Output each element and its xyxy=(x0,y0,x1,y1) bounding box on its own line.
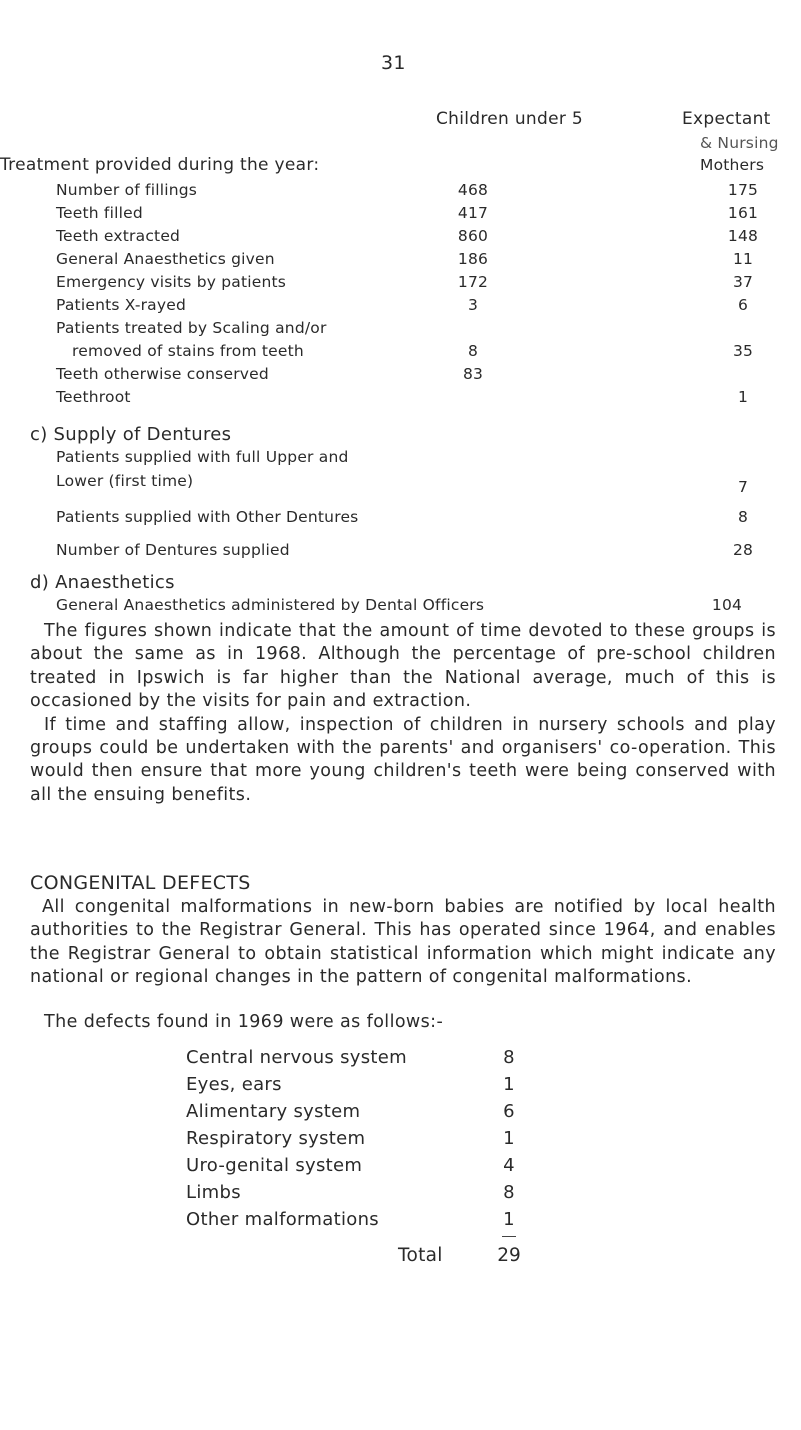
dentures-row1-line2: Lower (first time) xyxy=(56,472,194,490)
row-label: Emergency visits by patients xyxy=(56,273,287,291)
defect-value: 8 xyxy=(503,1182,515,1203)
row-label: Teethroot xyxy=(56,388,131,406)
row-label: Teeth otherwise conserved xyxy=(56,365,269,383)
dentures-heading: c) Supply of Dentures xyxy=(30,424,232,445)
row-mothers-value: 6 xyxy=(737,296,749,314)
dentures-row2-value: 8 xyxy=(737,508,749,526)
defect-value: 1 xyxy=(503,1128,515,1149)
row-children-value: 186 xyxy=(457,250,489,268)
total-label: Total xyxy=(398,1245,443,1266)
column-header-expectant-line1: Expectant xyxy=(682,109,771,129)
defect-value: 1 xyxy=(503,1209,515,1230)
row-children-value: 83 xyxy=(462,365,484,383)
row-children-value: 8 xyxy=(467,342,479,360)
row-mothers-value: 148 xyxy=(727,227,759,245)
row-mothers-value: 37 xyxy=(732,273,754,291)
defect-label: Central nervous system xyxy=(186,1047,407,1068)
anaesthetics-value: 104 xyxy=(711,596,743,614)
paragraph-figures: The figures shown indicate that the amount of time devoted to these groups is about the same as in 1968. Although the percentage of pre-school children treated in Ipswich is far higher than the National average, much of this is occasioned by the visits for pain and extraction. xyxy=(30,621,776,712)
defect-value: 6 xyxy=(503,1101,515,1122)
total-rule xyxy=(502,1236,516,1237)
defect-value: 1 xyxy=(503,1074,515,1095)
column-header-expectant-line3: Mothers xyxy=(700,156,765,174)
row-children-value: 468 xyxy=(457,181,489,199)
defect-label: Alimentary system xyxy=(186,1101,361,1122)
congenital-intro: The defects found in 1969 were as follows:- xyxy=(44,1012,444,1032)
dentures-row1-value: 7 xyxy=(737,478,749,496)
total-value: 29 xyxy=(497,1245,521,1266)
row-label: removed of stains from teeth xyxy=(72,342,304,360)
defect-label: Eyes, ears xyxy=(186,1074,282,1095)
paragraph-block xyxy=(30,620,776,807)
row-mothers-value: 1 xyxy=(737,388,749,406)
row-label: Patients X-rayed xyxy=(56,296,187,314)
anaesthetics-label: General Anaesthetics administered by Dental Officers xyxy=(56,596,485,614)
defect-label: Respiratory system xyxy=(186,1128,366,1149)
defect-label: Uro-genital system xyxy=(186,1155,363,1176)
congenital-paragraph-block xyxy=(30,896,776,990)
column-header-expectant-line2: & Nursing xyxy=(700,134,779,152)
defect-label: Other malformations xyxy=(186,1209,379,1230)
dentures-row3-value: 28 xyxy=(732,541,754,559)
row-mothers-value: 175 xyxy=(727,181,759,199)
row-children-value: 860 xyxy=(457,227,489,245)
defect-label: Limbs xyxy=(186,1182,241,1203)
column-header-children: Children under 5 xyxy=(436,109,583,129)
dentures-row2-label: Patients supplied with Other Dentures xyxy=(56,508,359,526)
row-label: General Anaesthetics given xyxy=(56,250,275,268)
row-mothers-value: 11 xyxy=(732,250,754,268)
congenital-heading: CONGENITAL DEFECTS xyxy=(30,872,251,894)
defect-value: 4 xyxy=(503,1155,515,1176)
row-label: Number of fillings xyxy=(56,181,198,199)
row-label: Teeth filled xyxy=(56,204,143,222)
defect-value: 8 xyxy=(503,1047,515,1068)
treatment-heading: Treatment provided during the year: xyxy=(0,155,320,175)
page-number: 31 xyxy=(381,52,406,74)
row-mothers-value: 35 xyxy=(732,342,754,360)
row-label: Patients treated by Scaling and/or xyxy=(56,319,327,337)
congenital-paragraph: All congenital malformations in new-born babies are notified by local health authorities to the Registrar General. This has operated since 1964, and enables the Registrar General to obtain statistical information which might indicate any national or regional changes in the pattern of congenital malformations. xyxy=(30,897,776,988)
dentures-row3-label: Number of Dentures supplied xyxy=(56,541,290,559)
row-children-value: 172 xyxy=(457,273,489,291)
row-mothers-value: 161 xyxy=(727,204,759,222)
anaesthetics-heading: d) Anaesthetics xyxy=(30,572,175,593)
dentures-row1-line1: Patients supplied with full Upper and xyxy=(56,448,349,466)
paragraph-inspection: If time and staffing allow, inspection of children in nursery schools and play groups could be undertaken with the parents' and organisers' co-operation. This would then ensure that more young children's teeth were being conserved with all the ensuing benefits. xyxy=(30,714,776,805)
row-children-value: 417 xyxy=(457,204,489,222)
row-children-value: 3 xyxy=(467,296,479,314)
row-label: Teeth extracted xyxy=(56,227,181,245)
